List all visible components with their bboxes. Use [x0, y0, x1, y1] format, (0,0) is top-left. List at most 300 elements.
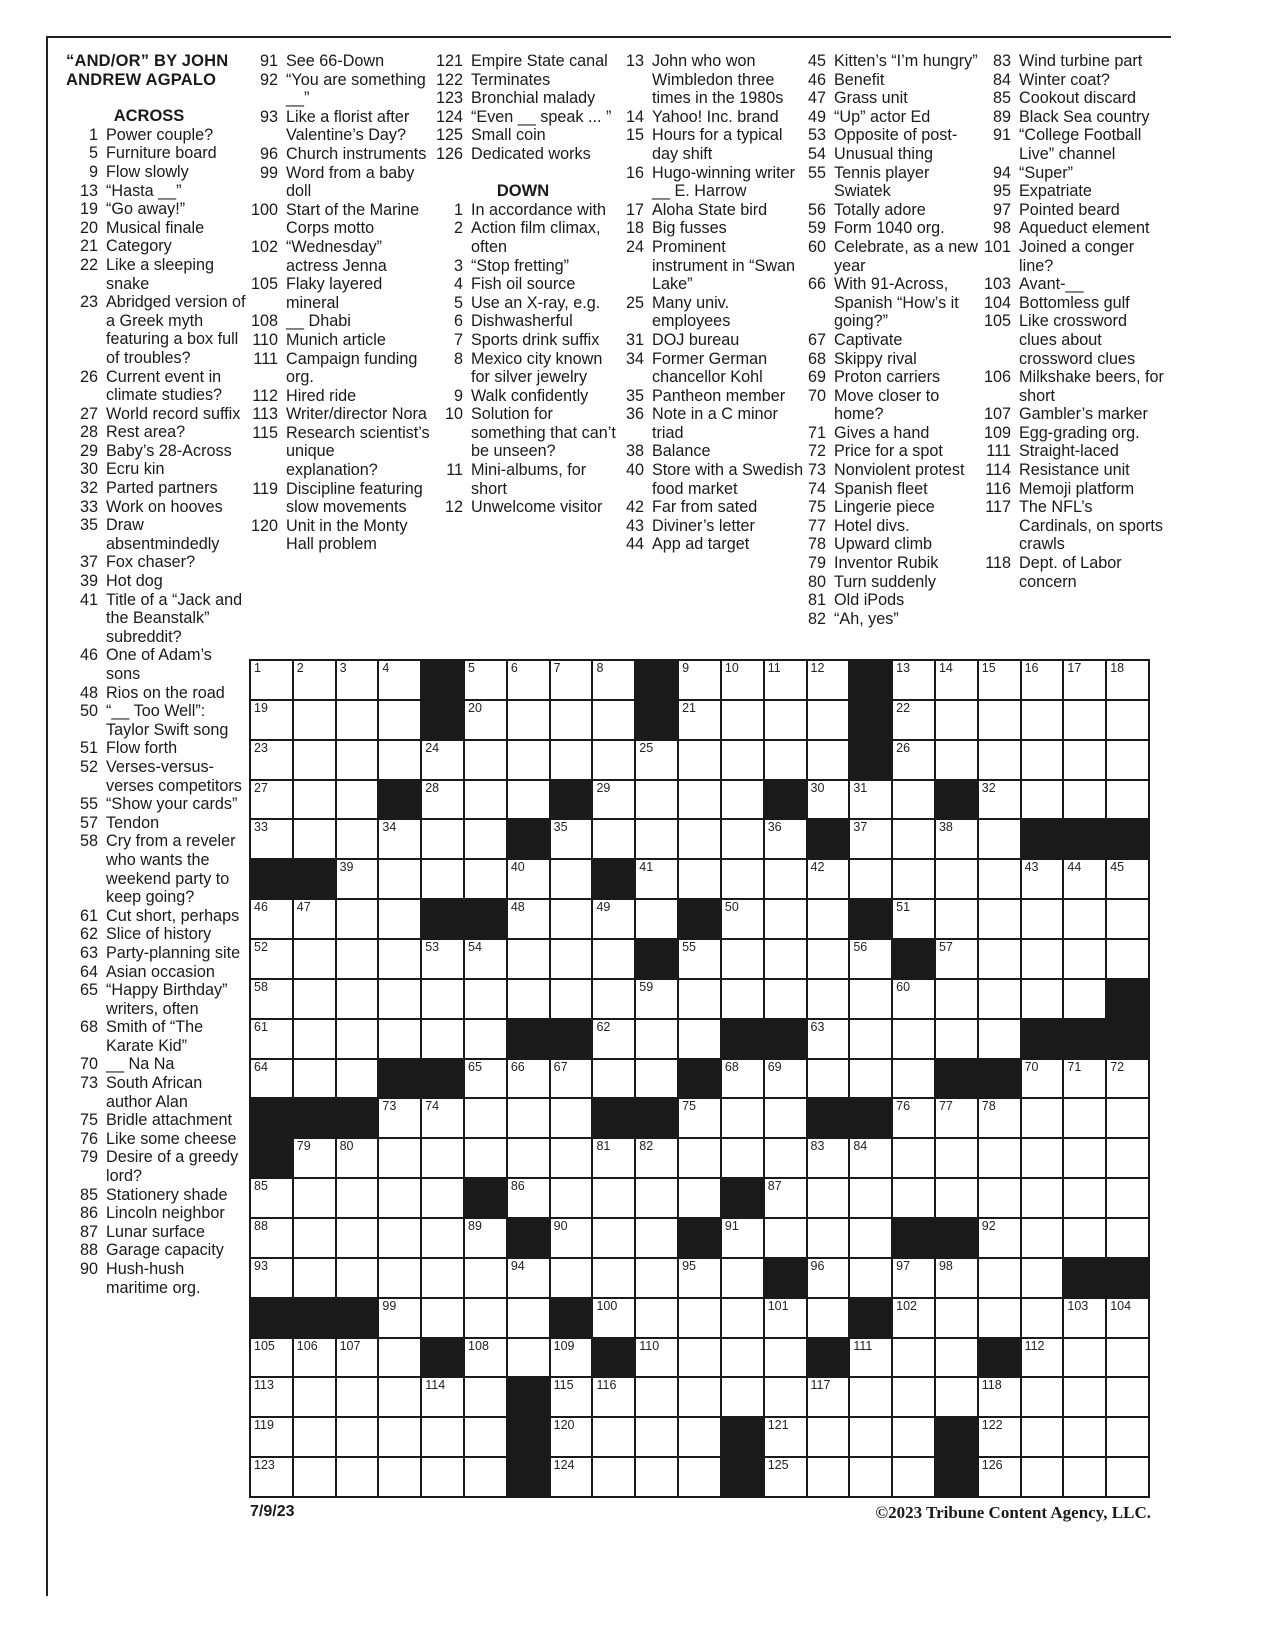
grid-cell[interactable] — [379, 1139, 420, 1177]
grid-cell[interactable] — [251, 820, 292, 858]
grid-cell[interactable] — [679, 820, 720, 858]
grid-cell[interactable] — [294, 781, 335, 819]
grid-cell[interactable] — [465, 1139, 506, 1177]
grid-cell[interactable] — [1022, 900, 1063, 938]
grid-cell[interactable] — [979, 1299, 1020, 1337]
grid-cell[interactable] — [337, 701, 378, 739]
grid-cell[interactable] — [636, 860, 677, 898]
grid-cell[interactable] — [508, 701, 549, 739]
grid-cell[interactable] — [1022, 1458, 1063, 1496]
grid-cell[interactable] — [294, 661, 335, 699]
grid-cell[interactable] — [636, 1259, 677, 1297]
grid-cell[interactable] — [679, 1099, 720, 1137]
grid-cell[interactable] — [850, 1339, 891, 1377]
grid-cell[interactable] — [251, 1458, 292, 1496]
grid-cell[interactable] — [765, 1418, 806, 1456]
grid-cell[interactable] — [508, 1339, 549, 1377]
grid-cell[interactable] — [1064, 1418, 1105, 1456]
grid-cell[interactable] — [936, 741, 977, 779]
grid-cell[interactable] — [422, 1259, 463, 1297]
grid-cell[interactable] — [936, 701, 977, 739]
grid-cell[interactable] — [936, 1099, 977, 1137]
grid-cell[interactable] — [850, 781, 891, 819]
grid-cell[interactable] — [850, 860, 891, 898]
grid-cell[interactable] — [722, 900, 763, 938]
grid-cell[interactable] — [808, 1179, 849, 1217]
grid-cell[interactable] — [593, 1418, 634, 1456]
grid-cell[interactable] — [679, 1139, 720, 1177]
grid-cell[interactable] — [465, 820, 506, 858]
grid-cell[interactable] — [379, 661, 420, 699]
grid-cell[interactable] — [765, 980, 806, 1018]
grid-cell[interactable] — [765, 1339, 806, 1377]
grid-cell[interactable] — [679, 781, 720, 819]
grid-cell[interactable] — [936, 1339, 977, 1377]
grid-cell[interactable] — [765, 1099, 806, 1137]
grid-cell[interactable] — [379, 1219, 420, 1257]
grid-cell[interactable] — [1064, 1099, 1105, 1137]
grid-cell[interactable] — [294, 900, 335, 938]
grid-cell[interactable] — [979, 701, 1020, 739]
grid-cell[interactable] — [979, 1259, 1020, 1297]
grid-cell[interactable] — [465, 1259, 506, 1297]
grid-cell[interactable] — [979, 1458, 1020, 1496]
grid-cell[interactable] — [294, 940, 335, 978]
grid-cell[interactable] — [379, 860, 420, 898]
grid-cell[interactable] — [337, 1219, 378, 1257]
grid-cell[interactable] — [251, 701, 292, 739]
grid-cell[interactable] — [251, 1378, 292, 1416]
grid-cell[interactable] — [379, 900, 420, 938]
grid-cell[interactable] — [294, 1458, 335, 1496]
grid-cell[interactable] — [1064, 1299, 1105, 1337]
grid-cell[interactable] — [337, 741, 378, 779]
grid-cell[interactable] — [679, 1299, 720, 1337]
grid-cell[interactable] — [465, 1418, 506, 1456]
grid-cell[interactable] — [1107, 900, 1148, 938]
grid-cell[interactable] — [636, 1299, 677, 1337]
grid-cell[interactable] — [1064, 1339, 1105, 1377]
grid-cell[interactable] — [765, 1378, 806, 1416]
grid-cell[interactable] — [893, 701, 934, 739]
grid-cell[interactable] — [893, 741, 934, 779]
grid-cell[interactable] — [808, 1458, 849, 1496]
grid-cell[interactable] — [508, 1099, 549, 1137]
grid-cell[interactable] — [979, 741, 1020, 779]
grid-cell[interactable] — [936, 1179, 977, 1217]
grid-cell[interactable] — [765, 1060, 806, 1098]
grid-cell[interactable] — [850, 1378, 891, 1416]
grid-cell[interactable] — [936, 1299, 977, 1337]
grid-cell[interactable] — [722, 1219, 763, 1257]
grid-cell[interactable] — [422, 1099, 463, 1137]
grid-cell[interactable] — [679, 1458, 720, 1496]
grid-cell[interactable] — [1022, 1339, 1063, 1377]
grid-cell[interactable] — [936, 860, 977, 898]
grid-cell[interactable] — [893, 1020, 934, 1058]
grid-cell[interactable] — [808, 860, 849, 898]
grid-cell[interactable] — [808, 1259, 849, 1297]
grid-cell[interactable] — [636, 820, 677, 858]
grid-cell[interactable] — [679, 860, 720, 898]
grid-cell[interactable] — [636, 1020, 677, 1058]
grid-cell[interactable] — [422, 1418, 463, 1456]
grid-cell[interactable] — [679, 1179, 720, 1217]
grid-cell[interactable] — [551, 940, 592, 978]
grid-cell[interactable] — [850, 1259, 891, 1297]
grid-cell[interactable] — [893, 1099, 934, 1137]
grid-cell[interactable] — [551, 1458, 592, 1496]
grid-cell[interactable] — [722, 980, 763, 1018]
grid-cell[interactable] — [893, 1259, 934, 1297]
grid-cell[interactable] — [379, 1418, 420, 1456]
grid-cell[interactable] — [422, 781, 463, 819]
grid-cell[interactable] — [722, 1378, 763, 1416]
grid-cell[interactable] — [465, 860, 506, 898]
grid-cell[interactable] — [765, 1179, 806, 1217]
grid-cell[interactable] — [422, 980, 463, 1018]
grid-cell[interactable] — [679, 1378, 720, 1416]
grid-cell[interactable] — [337, 1179, 378, 1217]
grid-cell[interactable] — [893, 1378, 934, 1416]
grid-cell[interactable] — [636, 1458, 677, 1496]
grid-cell[interactable] — [551, 1099, 592, 1137]
grid-cell[interactable] — [850, 820, 891, 858]
grid-cell[interactable] — [1022, 1179, 1063, 1217]
grid-cell[interactable] — [1064, 1139, 1105, 1177]
grid-cell[interactable] — [850, 1020, 891, 1058]
grid-cell[interactable] — [508, 1259, 549, 1297]
grid-cell[interactable] — [808, 980, 849, 1018]
grid-cell[interactable] — [979, 1139, 1020, 1177]
grid-cell[interactable] — [379, 701, 420, 739]
grid-cell[interactable] — [593, 1299, 634, 1337]
grid-cell[interactable] — [294, 1418, 335, 1456]
grid-cell[interactable] — [337, 1339, 378, 1377]
grid-cell[interactable] — [294, 1339, 335, 1377]
grid-cell[interactable] — [1064, 1458, 1105, 1496]
grid-cell[interactable] — [337, 940, 378, 978]
grid-cell[interactable] — [808, 1060, 849, 1098]
grid-cell[interactable] — [850, 1418, 891, 1456]
grid-cell[interactable] — [979, 1179, 1020, 1217]
grid-cell[interactable] — [893, 1299, 934, 1337]
grid-cell[interactable] — [379, 1339, 420, 1377]
grid-cell[interactable] — [893, 980, 934, 1018]
grid-cell[interactable] — [1107, 701, 1148, 739]
grid-cell[interactable] — [422, 1179, 463, 1217]
grid-cell[interactable] — [850, 1458, 891, 1496]
grid-cell[interactable] — [508, 900, 549, 938]
grid-cell[interactable] — [679, 1339, 720, 1377]
grid-cell[interactable] — [679, 701, 720, 739]
grid-cell[interactable] — [636, 781, 677, 819]
grid-cell[interactable] — [251, 1339, 292, 1377]
grid-cell[interactable] — [722, 781, 763, 819]
grid-cell[interactable] — [765, 940, 806, 978]
grid-cell[interactable] — [636, 1139, 677, 1177]
grid-cell[interactable] — [422, 1378, 463, 1416]
grid-cell[interactable] — [936, 1378, 977, 1416]
grid-cell[interactable] — [1107, 661, 1148, 699]
grid-cell[interactable] — [337, 661, 378, 699]
grid-cell[interactable] — [593, 980, 634, 1018]
grid-cell[interactable] — [808, 701, 849, 739]
grid-cell[interactable] — [765, 820, 806, 858]
grid-cell[interactable] — [508, 781, 549, 819]
grid-cell[interactable] — [422, 820, 463, 858]
grid-cell[interactable] — [1022, 980, 1063, 1018]
grid-cell[interactable] — [251, 980, 292, 1018]
grid-cell[interactable] — [1107, 1139, 1148, 1177]
grid-cell[interactable] — [465, 980, 506, 1018]
grid-cell[interactable] — [679, 1020, 720, 1058]
grid-cell[interactable] — [765, 860, 806, 898]
grid-cell[interactable] — [979, 1020, 1020, 1058]
grid-cell[interactable] — [551, 980, 592, 1018]
grid-cell[interactable] — [1064, 661, 1105, 699]
grid-cell[interactable] — [379, 940, 420, 978]
grid-cell[interactable] — [551, 1060, 592, 1098]
grid-cell[interactable] — [1107, 781, 1148, 819]
grid-cell[interactable] — [936, 1139, 977, 1177]
grid-cell[interactable] — [337, 1060, 378, 1098]
grid-cell[interactable] — [422, 1139, 463, 1177]
grid-cell[interactable] — [808, 900, 849, 938]
grid-cell[interactable] — [1107, 1378, 1148, 1416]
grid-cell[interactable] — [551, 1418, 592, 1456]
grid-cell[interactable] — [251, 1418, 292, 1456]
grid-cell[interactable] — [422, 1458, 463, 1496]
grid-cell[interactable] — [1022, 1418, 1063, 1456]
grid-cell[interactable] — [593, 1378, 634, 1416]
grid-cell[interactable] — [936, 661, 977, 699]
grid-cell[interactable] — [850, 1060, 891, 1098]
grid-cell[interactable] — [722, 1339, 763, 1377]
grid-cell[interactable] — [808, 1299, 849, 1337]
grid-cell[interactable] — [893, 1060, 934, 1098]
grid-cell[interactable] — [508, 1139, 549, 1177]
grid-cell[interactable] — [636, 1060, 677, 1098]
grid-cell[interactable] — [551, 1259, 592, 1297]
grid-cell[interactable] — [979, 1378, 1020, 1416]
grid-cell[interactable] — [422, 940, 463, 978]
grid-cell[interactable] — [294, 1179, 335, 1217]
grid-cell[interactable] — [551, 741, 592, 779]
grid-cell[interactable] — [422, 741, 463, 779]
grid-cell[interactable] — [679, 1259, 720, 1297]
grid-cell[interactable] — [337, 1458, 378, 1496]
grid-cell[interactable] — [593, 1179, 634, 1217]
grid-cell[interactable] — [722, 860, 763, 898]
grid-cell[interactable] — [893, 1139, 934, 1177]
grid-cell[interactable] — [508, 980, 549, 1018]
grid-cell[interactable] — [593, 741, 634, 779]
grid-cell[interactable] — [551, 661, 592, 699]
grid-cell[interactable] — [1064, 1179, 1105, 1217]
grid-cell[interactable] — [251, 781, 292, 819]
grid-cell[interactable] — [979, 1099, 1020, 1137]
grid-cell[interactable] — [808, 1219, 849, 1257]
grid-cell[interactable] — [593, 661, 634, 699]
grid-cell[interactable] — [294, 980, 335, 1018]
grid-cell[interactable] — [1107, 1219, 1148, 1257]
grid-cell[interactable] — [422, 1299, 463, 1337]
grid-cell[interactable] — [508, 1299, 549, 1337]
grid-cell[interactable] — [465, 701, 506, 739]
grid-cell[interactable] — [850, 980, 891, 1018]
grid-cell[interactable] — [337, 1259, 378, 1297]
grid-cell[interactable] — [636, 1179, 677, 1217]
grid-cell[interactable] — [593, 781, 634, 819]
grid-cell[interactable] — [979, 781, 1020, 819]
grid-cell[interactable] — [1107, 1099, 1148, 1137]
grid-cell[interactable] — [1064, 781, 1105, 819]
grid-cell[interactable] — [936, 820, 977, 858]
grid-cell[interactable] — [765, 1219, 806, 1257]
grid-cell[interactable] — [1064, 1060, 1105, 1098]
grid-cell[interactable] — [1107, 741, 1148, 779]
grid-cell[interactable] — [422, 1020, 463, 1058]
grid-cell[interactable] — [251, 940, 292, 978]
grid-cell[interactable] — [636, 1418, 677, 1456]
grid-cell[interactable] — [465, 1020, 506, 1058]
grid-cell[interactable] — [1022, 1060, 1063, 1098]
grid-cell[interactable] — [465, 1299, 506, 1337]
grid-cell[interactable] — [251, 1179, 292, 1217]
grid-cell[interactable] — [465, 1339, 506, 1377]
grid-cell[interactable] — [508, 860, 549, 898]
grid-cell[interactable] — [679, 1418, 720, 1456]
grid-cell[interactable] — [850, 1219, 891, 1257]
grid-cell[interactable] — [893, 1179, 934, 1217]
grid-cell[interactable] — [722, 1259, 763, 1297]
grid-cell[interactable] — [936, 980, 977, 1018]
grid-cell[interactable] — [1107, 1418, 1148, 1456]
grid-cell[interactable] — [1107, 1458, 1148, 1496]
grid-cell[interactable] — [593, 940, 634, 978]
grid-cell[interactable] — [979, 820, 1020, 858]
grid-cell[interactable] — [379, 980, 420, 1018]
grid-cell[interactable] — [722, 940, 763, 978]
grid-cell[interactable] — [337, 980, 378, 1018]
grid-cell[interactable] — [1022, 940, 1063, 978]
grid-cell[interactable] — [1022, 1378, 1063, 1416]
grid-cell[interactable] — [979, 661, 1020, 699]
grid-cell[interactable] — [636, 1219, 677, 1257]
grid-cell[interactable] — [1064, 1378, 1105, 1416]
grid-cell[interactable] — [893, 900, 934, 938]
grid-cell[interactable] — [508, 940, 549, 978]
grid-cell[interactable] — [337, 781, 378, 819]
grid-cell[interactable] — [765, 1299, 806, 1337]
grid-cell[interactable] — [379, 820, 420, 858]
grid-cell[interactable] — [508, 661, 549, 699]
grid-cell[interactable] — [679, 940, 720, 978]
grid-cell[interactable] — [893, 820, 934, 858]
grid-cell[interactable] — [294, 701, 335, 739]
grid-cell[interactable] — [936, 1259, 977, 1297]
grid-cell[interactable] — [722, 1139, 763, 1177]
grid-cell[interactable] — [465, 1219, 506, 1257]
grid-cell[interactable] — [294, 1020, 335, 1058]
grid-cell[interactable] — [1107, 860, 1148, 898]
grid-cell[interactable] — [636, 741, 677, 779]
grid-cell[interactable] — [593, 900, 634, 938]
grid-cell[interactable] — [337, 1139, 378, 1177]
grid-cell[interactable] — [465, 741, 506, 779]
grid-cell[interactable] — [765, 1139, 806, 1177]
grid-cell[interactable] — [936, 900, 977, 938]
grid-cell[interactable] — [1022, 701, 1063, 739]
grid-cell[interactable] — [551, 820, 592, 858]
grid-cell[interactable] — [251, 741, 292, 779]
grid-cell[interactable] — [508, 741, 549, 779]
grid-cell[interactable] — [379, 1179, 420, 1217]
grid-cell[interactable] — [465, 940, 506, 978]
grid-cell[interactable] — [379, 1458, 420, 1496]
grid-cell[interactable] — [808, 1139, 849, 1177]
grid-cell[interactable] — [551, 1378, 592, 1416]
grid-cell[interactable] — [551, 1179, 592, 1217]
grid-cell[interactable] — [1064, 980, 1105, 1018]
grid-cell[interactable] — [808, 1418, 849, 1456]
grid-cell[interactable] — [979, 900, 1020, 938]
grid-cell[interactable] — [251, 661, 292, 699]
grid-cell[interactable] — [1022, 1139, 1063, 1177]
grid-cell[interactable] — [251, 1020, 292, 1058]
grid-cell[interactable] — [465, 1378, 506, 1416]
grid-cell[interactable] — [979, 1418, 1020, 1456]
grid-cell[interactable] — [337, 860, 378, 898]
grid-cell[interactable] — [251, 900, 292, 938]
grid-cell[interactable] — [294, 1378, 335, 1416]
grid-cell[interactable] — [593, 701, 634, 739]
grid-cell[interactable] — [1107, 1179, 1148, 1217]
grid-cell[interactable] — [337, 1020, 378, 1058]
grid-cell[interactable] — [722, 820, 763, 858]
grid-cell[interactable] — [593, 1219, 634, 1257]
grid-cell[interactable] — [808, 940, 849, 978]
grid-cell[interactable] — [1022, 1219, 1063, 1257]
grid-cell[interactable] — [1022, 661, 1063, 699]
grid-cell[interactable] — [893, 661, 934, 699]
grid-cell[interactable] — [379, 1020, 420, 1058]
grid-cell[interactable] — [1022, 741, 1063, 779]
grid-cell[interactable] — [1064, 940, 1105, 978]
grid-cell[interactable] — [551, 900, 592, 938]
grid-cell[interactable] — [1107, 1299, 1148, 1337]
grid-cell[interactable] — [979, 980, 1020, 1018]
grid-cell[interactable] — [765, 1458, 806, 1496]
grid-cell[interactable] — [850, 1139, 891, 1177]
grid-cell[interactable] — [893, 781, 934, 819]
grid-cell[interactable] — [893, 1418, 934, 1456]
grid-cell[interactable] — [294, 820, 335, 858]
grid-cell[interactable] — [422, 860, 463, 898]
grid-cell[interactable] — [1064, 1219, 1105, 1257]
grid-cell[interactable] — [765, 701, 806, 739]
grid-cell[interactable] — [551, 1139, 592, 1177]
grid-cell[interactable] — [251, 1060, 292, 1098]
grid-cell[interactable] — [679, 661, 720, 699]
grid-cell[interactable] — [722, 1299, 763, 1337]
grid-cell[interactable] — [1107, 1060, 1148, 1098]
grid-cell[interactable] — [850, 1179, 891, 1217]
grid-cell[interactable] — [337, 1418, 378, 1456]
grid-cell[interactable] — [808, 781, 849, 819]
grid-cell[interactable] — [679, 980, 720, 1018]
